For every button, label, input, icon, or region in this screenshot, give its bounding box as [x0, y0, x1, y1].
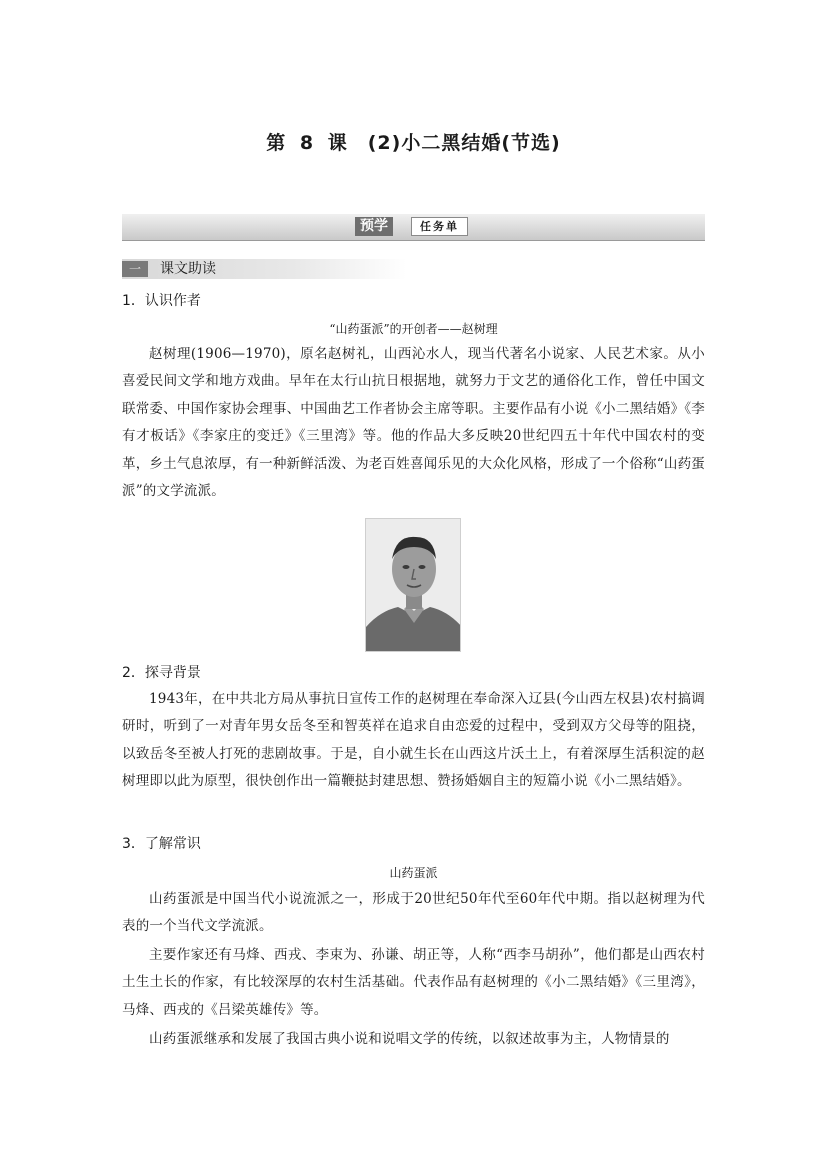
knowledge-paragraph-1: 山药蛋派是中国当代小说流派之一，形成于20世纪50年代至60年代中期。指以赵树理为代表的一个当代文学流派。 [122, 891, 705, 935]
knowledge-paragraph-2: 主要作家还有马烽、西戎、李束为、孙谦、胡正等，人称“西李马胡孙”，他们都是山西农村土生土长的作家，有比较深厚的农村生活基础。代表作品有赵树理的《小二黑结婚》《三里湾》，马烽、西戎的《吕梁英雄传》等。 [122, 947, 705, 1018]
section-number: 一 [122, 261, 148, 277]
banner-main-label: 预学 [355, 217, 393, 236]
heading-know-author: 1．认识作者 [122, 293, 201, 309]
author-subhead: “山药蛋派”的开创者——赵树理 [329, 322, 498, 336]
author-paragraph: 赵树理(1906—1970)，原名赵树礼，山西沁水人，现当代著名小说家、人民艺术家。从小喜爱民间文学和地方戏曲。早年在太行山抗日根据地，就努力于文艺的通俗化工作，曾任中国文联常委、中国作家协会理事、中国曲艺工作者协会主席等职。主要作品有小说《小二黑结婚》《李有才板话》《李家庄的变迁》《三里湾》等。他的作品大多反映20世纪四五十年代中国农村的变革，乡土气息浓厚，有一种新鲜活泼、为老百姓喜闻乐见的大众化风格，形成了一个俗称“山药蛋派”的文学流派。 [122, 346, 705, 500]
page-title: 第 8 课 (2)小二黑结婚(节选) [266, 132, 561, 154]
section-label: 课文助读 [160, 261, 216, 277]
knowledge-subhead: 山药蛋派 [389, 866, 438, 880]
section-bar [122, 259, 407, 279]
heading-common-knowledge: 3．了解常识 [122, 836, 201, 852]
background-paragraph: 1943年，在中共北方局从事抗日宣传工作的赵树理在奉命深入辽县(今山西左权县)农村搞调研时，听到了一对青年男女岳冬至和智英祥在追求自由恋爱的过程中，受到双方父母等的阻挠，以致岳冬至被人打死的悲剧故事。于是，自小就生长在山西这片沃土上，有着深厚生活积淀的赵树理即以此为原型，很快创作出一篇鞭挞封建思想、赞扬婚姻自主的短篇小说《小二黑结婚》。 [122, 691, 705, 790]
knowledge-paragraph-3: 山药蛋派继承和发展了我国古典小说和说唱文学的传统，以叙述故事为主，人物情景的 [149, 1031, 670, 1047]
banner-sub-label: 任务单 [411, 217, 468, 236]
preview-banner [122, 214, 705, 241]
heading-background: 2．探寻背景 [122, 665, 201, 681]
author-photo [365, 518, 461, 652]
